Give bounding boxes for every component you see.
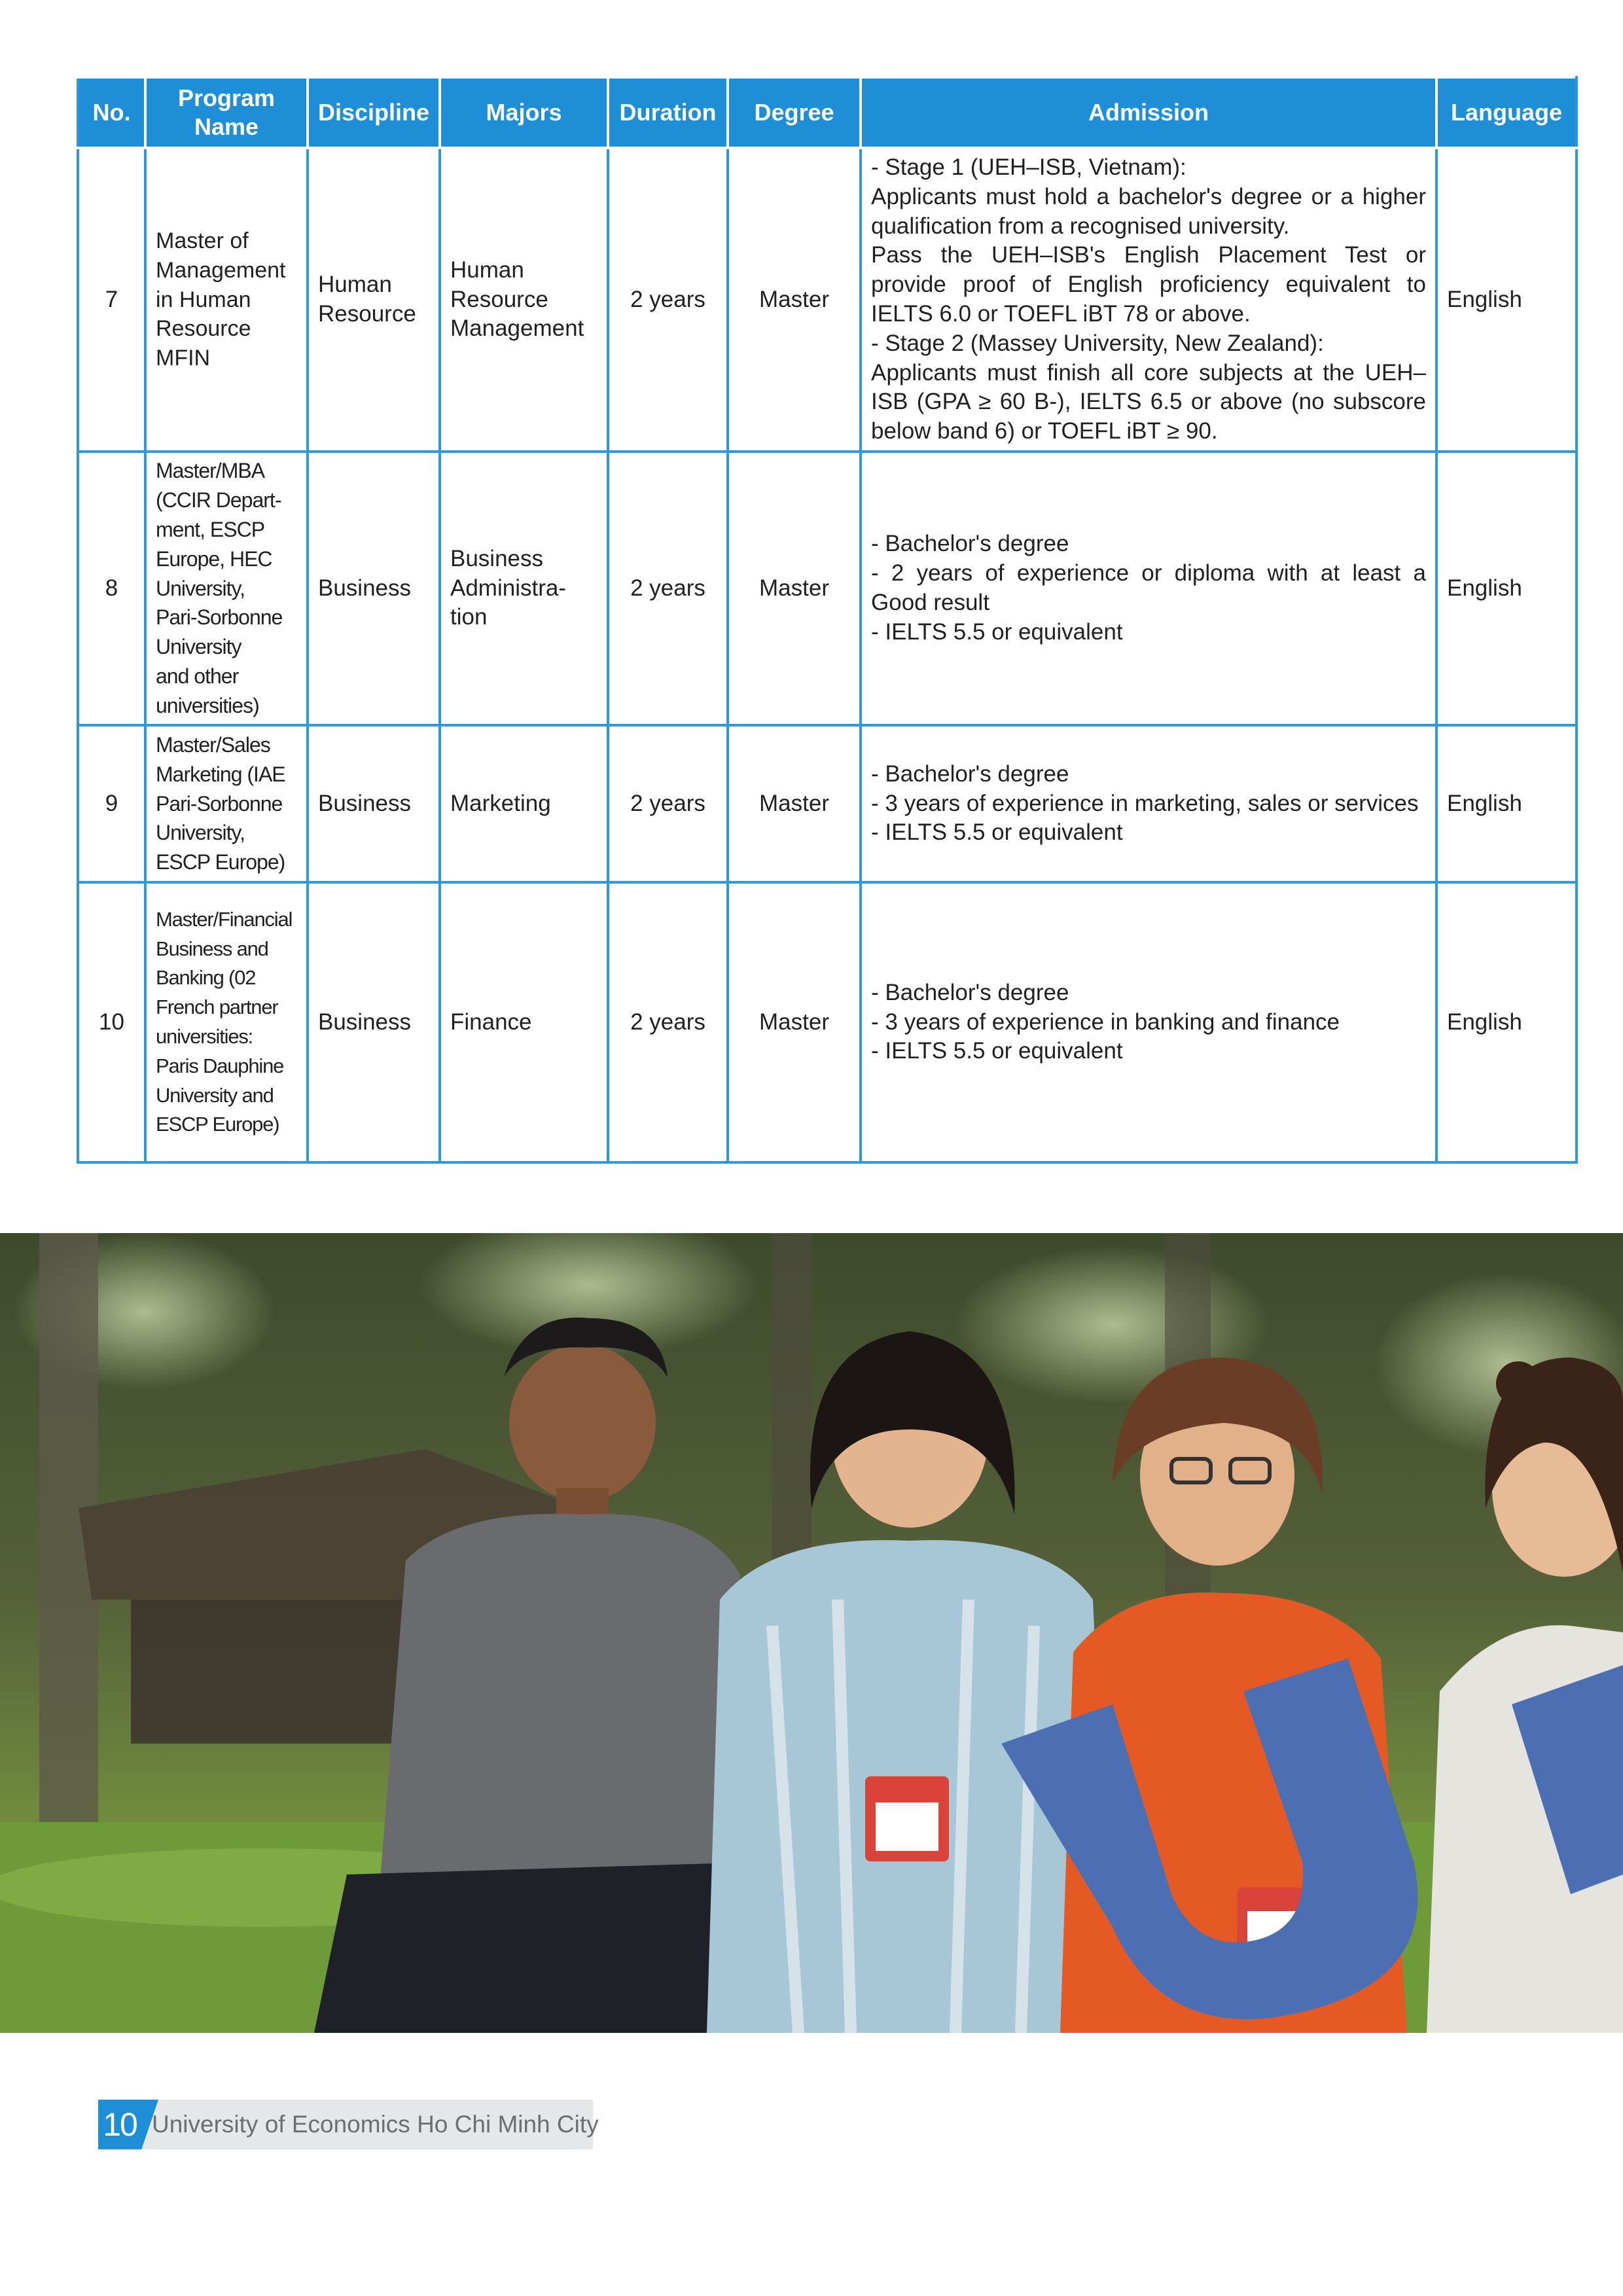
admission-line: Applicants must finish all core subjects at the UEH–ISB (GPA ≥ 60 B-), IELTS 6.5 or above (no subscore below band 6) or TOEFL iBT ≥ 90. xyxy=(871,359,1426,444)
admission-line: Pass the UEH–ISB's English Placement Test or provide proof of English proficiency equivalent to IELTS 6.0 or TOEFL iBT 78 or above. xyxy=(871,242,1426,327)
program-name-line: Banking (02 xyxy=(156,966,256,990)
cell-admission xyxy=(861,452,1436,725)
footer-university-name: University of Economics Ho Chi Minh City xyxy=(152,2111,599,2138)
program-name-line: and other xyxy=(156,664,239,688)
program-name-line: Marketing (IAE xyxy=(156,762,285,786)
program-name-line: ment, ESCP xyxy=(156,518,265,541)
cell-discipline xyxy=(308,148,440,452)
program-name-line: University xyxy=(156,635,241,659)
cell-duration: 2 years xyxy=(608,452,728,725)
cell-majors xyxy=(440,452,608,725)
program-name-line: Management xyxy=(156,257,286,283)
table-row xyxy=(78,882,1577,1162)
header-language: Language xyxy=(1436,77,1577,148)
program-name-line: Resource xyxy=(156,316,251,342)
table-row xyxy=(78,148,1577,452)
cell-degree: Master xyxy=(728,725,861,882)
majors-line: Human xyxy=(450,257,524,283)
majors-line: tion xyxy=(450,604,488,630)
majors-line: Marketing xyxy=(450,790,551,816)
table-row xyxy=(78,452,1577,725)
cell-duration: 2 years xyxy=(608,882,728,1162)
page-number: 10 xyxy=(103,2106,137,2143)
discipline-line: Business xyxy=(318,1009,412,1035)
program-name-line: University, xyxy=(156,821,245,845)
cell-no: 9 xyxy=(78,725,145,882)
program-name-line: Pari-Sorbonne xyxy=(156,791,283,816)
cell-program-name xyxy=(145,148,308,452)
majors-line: Finance xyxy=(450,1009,532,1035)
admission-line: - IELTS 5.5 or equivalent xyxy=(871,1038,1123,1064)
header-discipline: Discipline xyxy=(308,77,440,148)
header-majors: Majors xyxy=(440,77,608,148)
admission-line: - Bachelor's degree xyxy=(871,531,1069,557)
program-name-line: Paris Dauphine xyxy=(156,1054,284,1077)
cell-discipline xyxy=(308,452,440,725)
admission-line: - Stage 1 (UEH–ISB, Vietnam): xyxy=(871,154,1186,181)
cell-degree: Master xyxy=(728,882,861,1162)
cell-language: English xyxy=(1436,882,1577,1162)
program-name-line: Pari-Sorbonne xyxy=(156,605,283,630)
cell-program-name xyxy=(145,725,308,882)
admission-line: - Stage 2 (Massey University, New Zealand): xyxy=(871,330,1324,356)
program-name-line: universities: xyxy=(156,1025,253,1048)
cell-majors xyxy=(440,148,608,452)
discipline-line: Business xyxy=(318,790,412,816)
header-admission: Admission xyxy=(861,77,1436,148)
cell-majors xyxy=(440,882,608,1162)
program-name-line: Master/Sales xyxy=(156,733,270,757)
page-footer xyxy=(98,2100,599,2149)
program-name-line: Master/Financial xyxy=(156,907,293,931)
header-no: No. xyxy=(78,77,145,148)
cell-duration: 2 years xyxy=(608,725,728,882)
cell-admission xyxy=(861,148,1436,452)
program-name-line: Master/MBA xyxy=(156,459,265,483)
cell-majors xyxy=(440,725,608,882)
header-program-name: Program Name xyxy=(145,77,308,148)
cell-degree: Master xyxy=(728,452,861,725)
majors-line: Business xyxy=(450,545,544,571)
admission-line: Applicants must hold a bachelor's degree or a higher qualification from a recognised university. xyxy=(871,183,1426,239)
admission-line: - 3 years of experience in marketing, sales or services xyxy=(871,790,1419,816)
admission-line: - IELTS 5.5 or equivalent xyxy=(871,819,1123,846)
table-row xyxy=(78,725,1577,882)
cell-program-name xyxy=(145,882,308,1162)
cell-language: English xyxy=(1436,148,1577,452)
cell-no: 7 xyxy=(78,148,145,452)
cell-language: English xyxy=(1436,452,1577,725)
students-photo xyxy=(0,1233,1623,2033)
discipline-line: Resource xyxy=(318,301,416,327)
cell-admission xyxy=(861,882,1436,1162)
program-name-line: MFIN xyxy=(156,346,211,371)
cell-program-name xyxy=(145,452,308,725)
program-name-line: (CCIR Depart- xyxy=(156,488,281,512)
cell-duration: 2 years xyxy=(608,148,728,452)
cell-degree: Master xyxy=(728,148,861,452)
cell-discipline xyxy=(308,882,440,1162)
majors-line: Resource xyxy=(450,286,548,312)
cell-no: 10 xyxy=(78,882,145,1162)
cell-no: 8 xyxy=(78,452,145,725)
admission-line: - 3 years of experience in banking and finance xyxy=(871,1009,1340,1035)
program-name-line: in Human xyxy=(156,287,251,312)
admission-line: - Bachelor's degree xyxy=(871,761,1069,787)
admission-line: - 2 years of experience or diploma with at least a Good result xyxy=(871,560,1426,615)
program-name-line: University, xyxy=(156,576,245,600)
program-name-line: Business and xyxy=(156,937,268,960)
cell-admission xyxy=(861,725,1436,882)
table-header xyxy=(78,77,1577,148)
majors-line: Administra- xyxy=(450,575,566,601)
program-name-line: Europe, HEC xyxy=(156,547,272,571)
program-name-line: University and xyxy=(156,1083,274,1107)
cell-language: English xyxy=(1436,725,1577,882)
program-name-line: French partner xyxy=(156,996,278,1019)
header-degree: Degree xyxy=(728,77,861,148)
discipline-line: Human xyxy=(318,272,392,298)
cell-discipline xyxy=(308,725,440,882)
admission-line: - IELTS 5.5 or equivalent xyxy=(871,619,1123,645)
program-name-line: Master of xyxy=(156,228,249,253)
program-name-line: ESCP Europe) xyxy=(156,1113,279,1136)
majors-line: Management xyxy=(450,315,584,342)
discipline-line: Business xyxy=(318,575,412,601)
program-name-line: universities) xyxy=(156,693,259,717)
admission-line: - Bachelor's degree xyxy=(871,979,1069,1005)
program-name-line: ESCP Europe) xyxy=(156,850,285,874)
programs-table xyxy=(77,76,1578,1164)
header-duration: Duration xyxy=(608,77,728,148)
